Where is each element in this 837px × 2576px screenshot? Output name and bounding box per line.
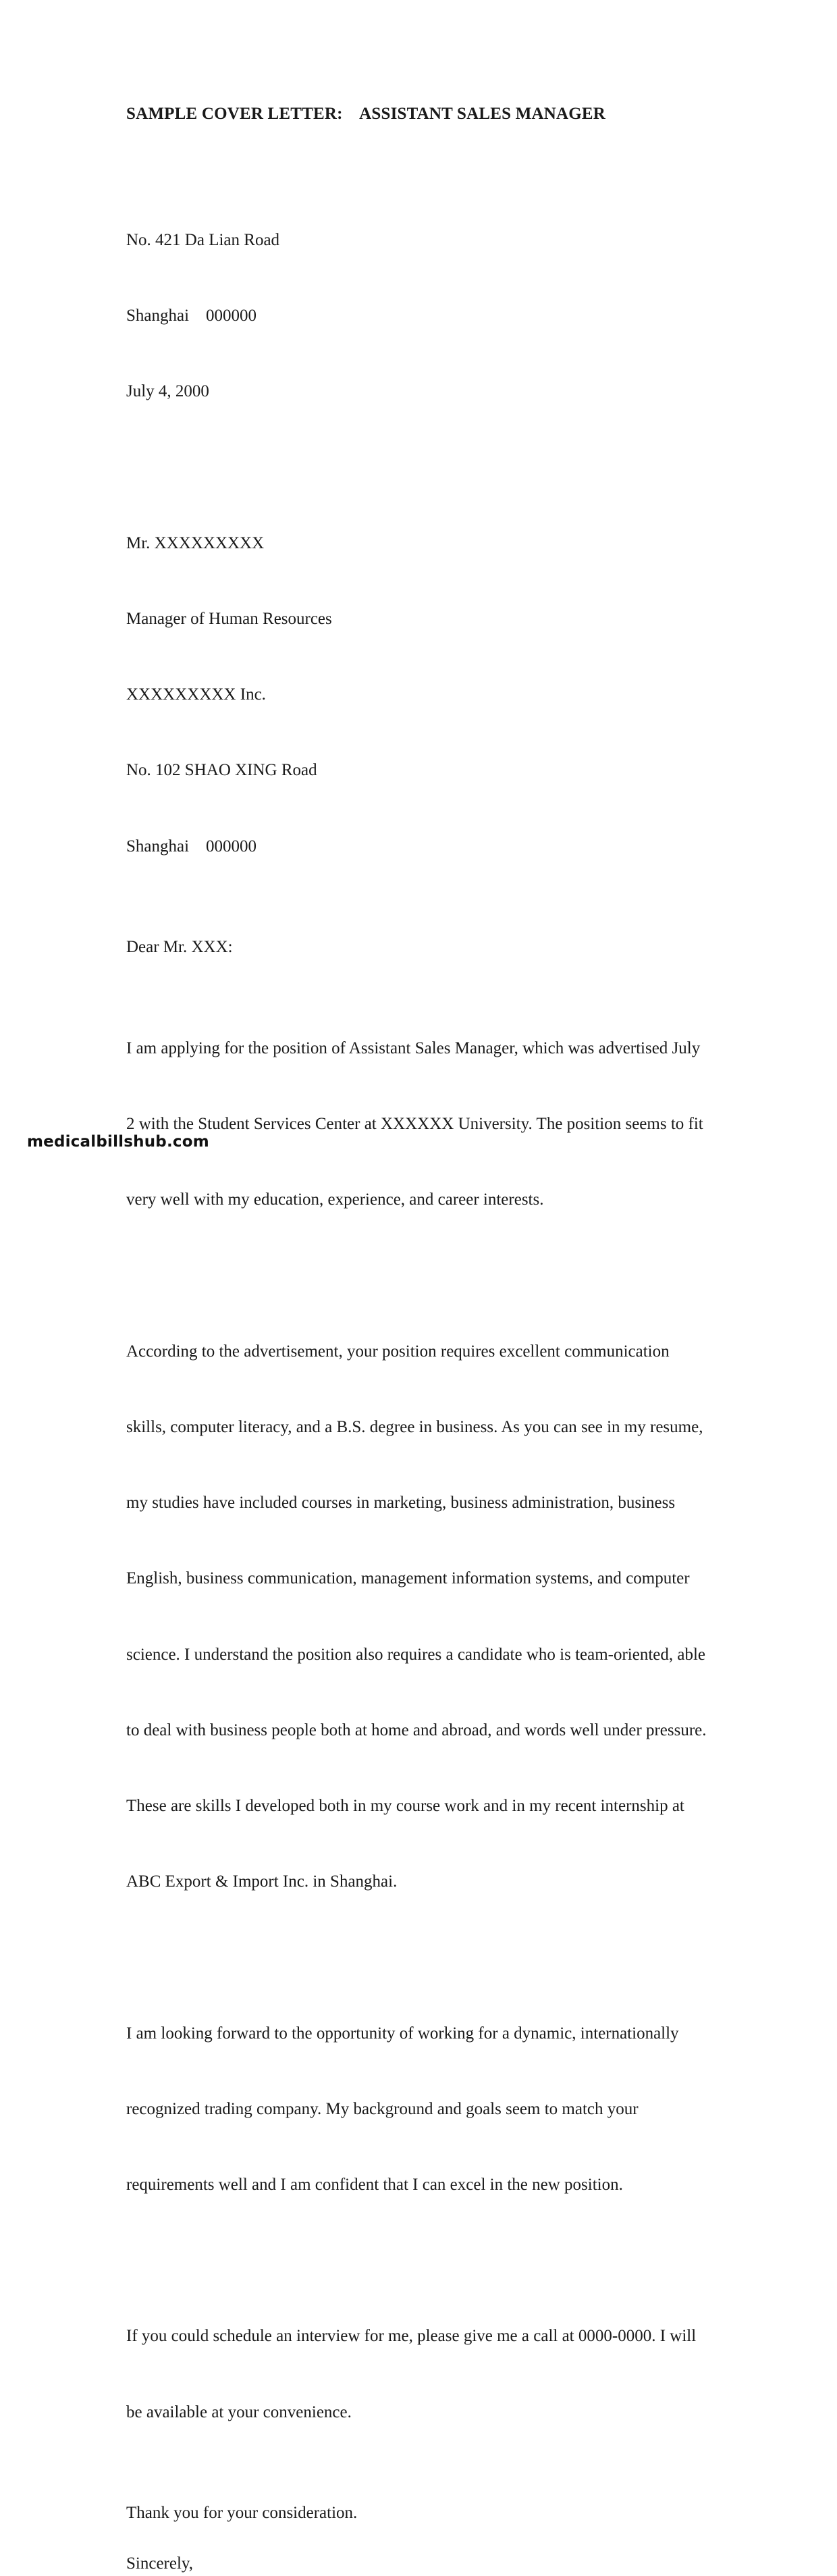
paragraph-line: recognized trading company. My background and goals seem to match your xyxy=(126,2099,639,2118)
paragraph-1 xyxy=(126,985,727,1263)
sender-street: No. 421 Da Lian Road xyxy=(126,230,280,249)
paragraph-line: be available at your convenience. xyxy=(126,2402,352,2421)
salutation: Dear Mr. XXX: xyxy=(126,938,233,957)
paragraph-line: 2 with the Student Services Center at XXXXXX University. The position seems to fit xyxy=(126,1114,703,1133)
recipient-company: XXXXXXXXX Inc. xyxy=(126,685,266,704)
recipient-address xyxy=(126,480,727,910)
paragraph-line: skills, computer literacy, and a B.S. degree in business. As you can see in my resume, xyxy=(126,1417,703,1436)
recipient-city: Shanghai 000000 xyxy=(126,837,257,856)
letter-date: July 4, 2000 xyxy=(126,382,209,401)
paragraph-line: science. I understand the position also requires a candidate who is team-oriented, able xyxy=(126,1645,706,1664)
site-watermark: medicalbillshub.com xyxy=(27,1133,209,1151)
paragraph-4 xyxy=(126,2273,727,2475)
paragraph-line: English, business communication, management information systems, and computer xyxy=(126,1569,690,1588)
paragraph-line: to deal with business people both at home and abroad, and words well under pressure. xyxy=(126,1720,707,1739)
paragraph-line: very well with my education, experience, and career interests. xyxy=(126,1190,544,1209)
recipient-title: Manager of Human Resources xyxy=(126,609,332,628)
sender-city: Shanghai 000000 xyxy=(126,307,257,325)
sender-address xyxy=(126,177,727,454)
paragraph-line: requirements well and I am confident that I can excel in the new position. xyxy=(126,2176,623,2194)
paragraph-line: ABC Export & Import Inc. in Shanghai. xyxy=(126,1872,398,1891)
letter-body xyxy=(126,101,727,2576)
paragraph-line: I am looking forward to the opportunity of working for a dynamic, internationally xyxy=(126,2024,679,2043)
recipient-name: Mr. XXXXXXXXX xyxy=(126,533,265,552)
recipient-street: No. 102 SHAO XING Road xyxy=(126,761,317,780)
paragraph-line: These are skills I developed both in my course work and in my recent internship at xyxy=(126,1796,684,1815)
paragraph-2 xyxy=(126,1288,727,1945)
paragraph-line: I am applying for the position of Assistant Sales Manager, which was advertised July xyxy=(126,1039,701,1057)
paragraph-line: my studies have included courses in marketing, business administration, business xyxy=(126,1494,676,1513)
paragraph-3 xyxy=(126,1970,727,2248)
paragraph-line: According to the advertisement, your position requires excellent communication xyxy=(126,1342,670,1361)
closing: Sincerely, xyxy=(126,2554,194,2573)
thanks-line: Thank you for your consideration. xyxy=(126,2504,358,2523)
letter-title: SAMPLE COVER LETTER: ASSISTANT SALES MANAGER xyxy=(126,105,606,123)
paragraph-line: If you could schedule an interview for me, please give me a call at 0000-0000. I will xyxy=(126,2327,697,2346)
